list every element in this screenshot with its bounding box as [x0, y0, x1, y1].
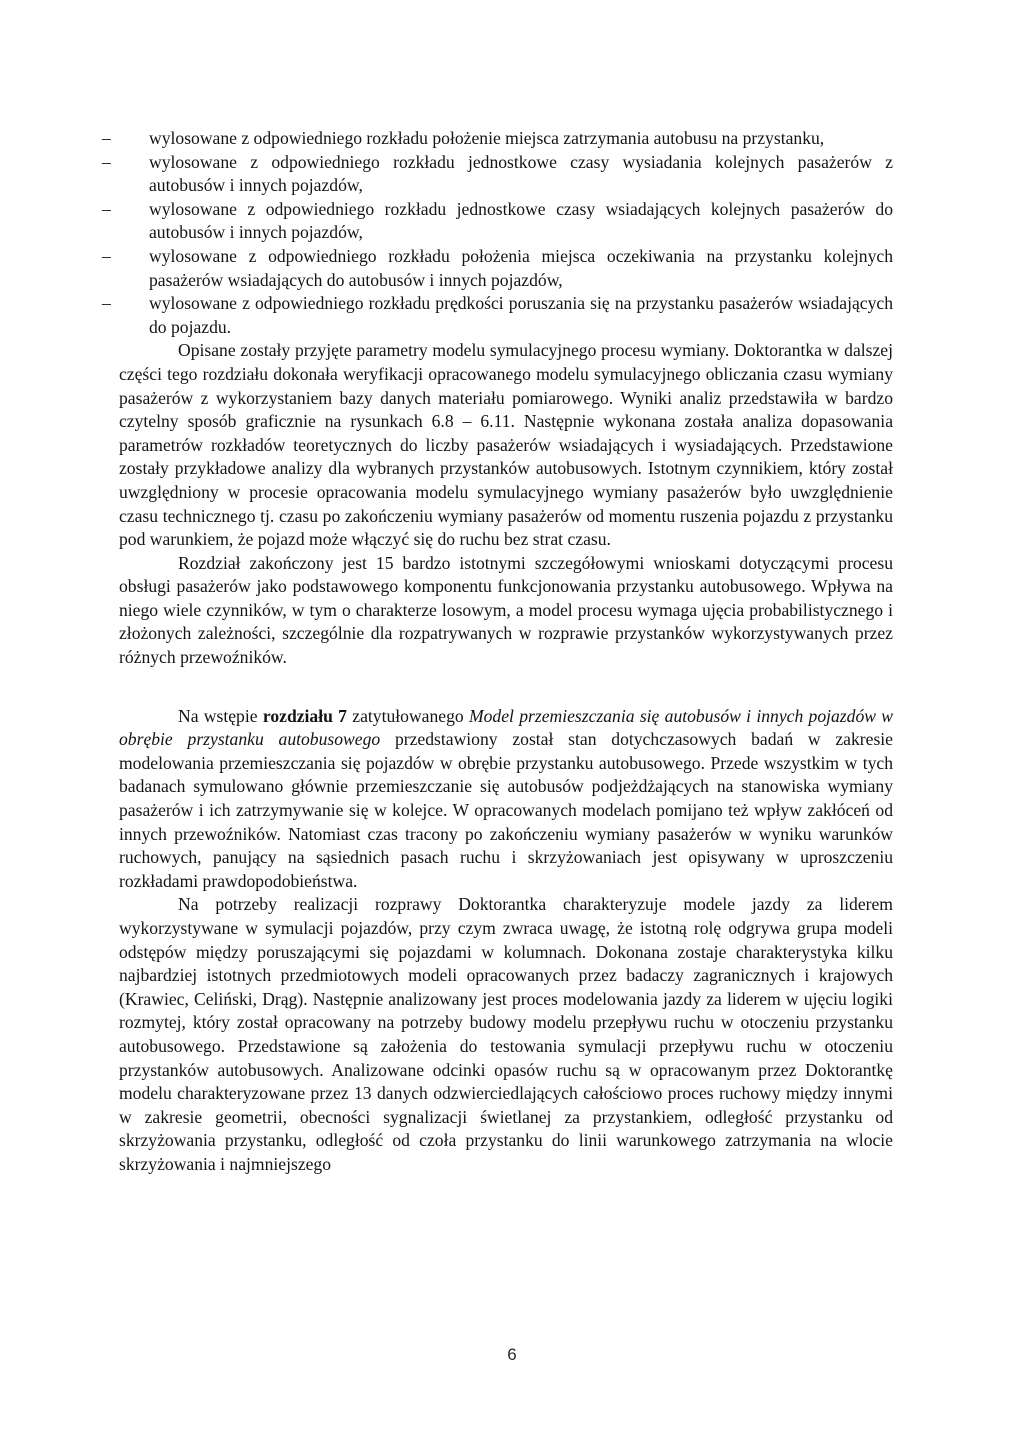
intro-lead-text: Na wstępie: [178, 705, 258, 726]
list-item-text: wylosowane z odpowiedniego rozkładu położenie miejsca zatrzymania autobusu na przystanku,: [149, 128, 825, 148]
list-dash: –: [102, 151, 111, 172]
chapter-title: Model przemieszczania się autobusów i innych pojazdów w obrębie przystanku autobusowego: [119, 705, 894, 750]
list-item: [102, 151, 893, 198]
list-item-text: wylosowane z odpowiedniego rozkładu jednostkowe czasy wysiadania kolejnych pasażerów z autobusów i innych pojazdów,: [149, 151, 893, 196]
list-item-text: wylosowane z odpowiedniego rozkładu jednostkowe czasy wsiadających kolejnych pasażerów do autobusów i innych pojazdów,: [149, 198, 893, 243]
paragraph-leader-models: Na potrzeby realizacji rozprawy Doktorantka charakteryzuje modele jazdy za liderem wykorzystywane w symulacji pojazdów, przy czym zwraca uwagę, że istotną rolę odgrywa grupa modeli odstępów między poruszającymi się pojazdami w kolumnach. Dokonana zostaje charakterystyka kilku najbardziej istotnych przedmiotowych modeli opracowanych przez badaczy zagranicznych i krajowych (Krawiec, Celiński, Drąg). Następnie analizowany jest proces modelowania jazdy za liderem w ujęciu logiki rozmytej, który został opracowany na potrzeby budowy modelu przepływu ruchu w otoczeniu przystanku autobusowego. Przedstawione są założenia do testowania symulacji przepływu ruchu w otoczeniu przystanków autobusowych. Analizowane odcinki opasów ruchu są w opracowanym przez Doktorantkę modelu charakteryzowane przez 13 danych odzwierciedlających całościowo proces ruchowy między innymi w zakresie geometrii, obecności sygnalizacji świetlanej za przystankiem, odległość przystanku od skrzyżowania przystanku, odległość od czoła przystanku do linii warunkowego zatrzymania na wlocie skrzyżowania i najmniejszego: [119, 894, 893, 1174]
list-dash: –: [102, 128, 111, 148]
paragraph-chapter-7-intro: [119, 705, 893, 894]
list-dash: –: [102, 245, 111, 266]
list-item: [102, 127, 893, 151]
list-item: [102, 198, 893, 245]
paragraph-model-verification: Opisane zostały przyjęte parametry modelu symulacyjnego procesu wymiany. Doktorantka w dalszej części tego rozdziału dokonała weryfikacji opracowanego modelu symulacyjnego obliczania czasu wymiany pasażerów z wykorzystaniem bazy danych materiału pomiarowego. Wyniki analiz przedstawiła w bardzo czytelny sposób graficznie na rysunkach 6.8 – 6.11. Następnie wykonana została analiza dopasowania parametrów rozkładów teoretycznych do liczby pasażerów wsiadających i wysiadających. Przedstawione zostały przykładowe analizy dla wybranych przystanków autobusowych. Istotnym czynnikiem, który został uwzględniony w procesie opracowania modelu symulacyjnego wymiany pasażerów było uwzględnienie czasu technicznego tj. czasu po zakończeniu wymiany pasażerów od momentu ruszenia pojazdu z przystanku pod warunkiem, że pojazd może włączyć się do ruchu bez strat czasu.: [119, 340, 893, 550]
list-item: [102, 245, 893, 292]
document-page: [102, 127, 894, 1177]
intro-mid-text: zatytułowanego: [352, 705, 464, 726]
list-item-text: wylosowane z odpowiedniego rozkładu prędkości poruszania się na przystanku pasażerów wsiadających do pojazdu.: [149, 293, 893, 337]
paragraph-chapter-conclusions: Rozdział zakończony jest 15 bardzo istotnymi szczegółowymi wnioskami dotyczącymi procesu obsługi pasażerów jako podstawowego komponentu funkcjonowania przystanku autobusowego. Wpływa na niego wiele czynników, w tym o charakterze losowym, a model procesu wymaga ujęcia probabilistycznego i złożonych zależności, szczególnie dla rozpatrywanych w rozprawie przystanków wykorzystywanych przez różnych przewoźników.: [119, 552, 893, 668]
list-item-text: wylosowane z odpowiedniego rozkładu położenia miejsca oczekiwania na przystanku kolejnych pasażerów wsiadających do autobusów i innych pojazdów,: [149, 245, 893, 290]
intro-rest-text: przedstawiony został stan dotychczasowych badań w zakresie modelowania przemieszczania się pojazdów w obrębie przystanku autobusowego. Przede wszystkim w tych badanach symulowano głównie przemieszczanie się autobusów podjeżdżających na stanowiska wymiany pasażerów i ich zatrzymywanie się w kolejce. W opracowanych modelach pomijano też wpływ zakłóceń od innych przewoźników. Natomiast czas tracony po zakończeniu wymiany pasażerów w wyniku warunków ruchowych, panujący na sąsiednich pasach ruchu i skrzyżowaniach jest opisywany w uproszczeniu rozkładami prawdopodobieństwa.: [119, 729, 893, 891]
list-dash: –: [102, 198, 111, 219]
chapter-reference: rozdziału 7: [262, 705, 347, 726]
page-number: 6: [507, 1345, 517, 1364]
list-item: [102, 292, 893, 339]
list-dash: –: [102, 293, 111, 314]
